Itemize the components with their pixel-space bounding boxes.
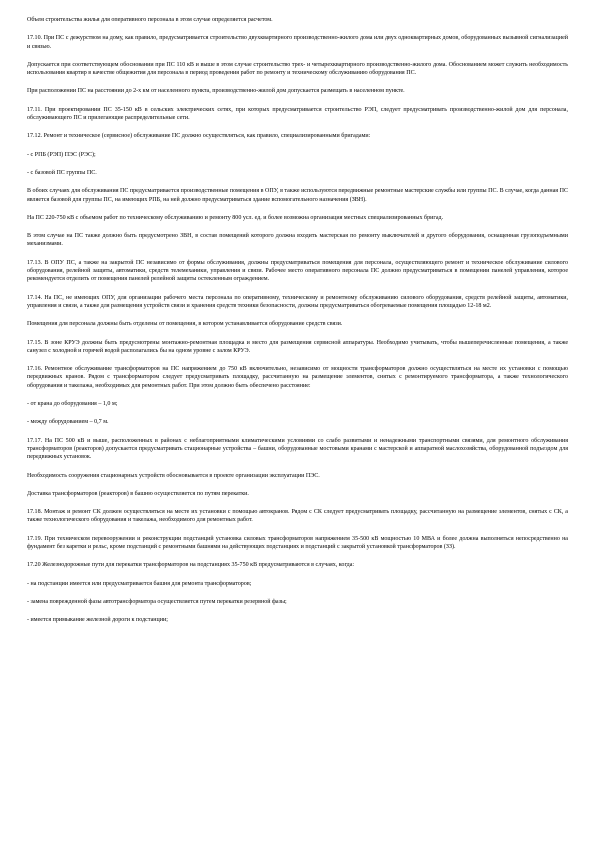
- section-17-16: 17.16. Ремонтное обслуживание трансформаторов на ПС напряжением до 750 кВ включительно, независимо от мощности трансформаторов должно осуществляться на месте их установки с помощью передвижных кранов. Рядом с трансформатором следует предусматривать площадку, рассчитанную на размещение элементов, снятых с ремонтируемого трансформатора, а также технологического оборудования и такелажа, необходимых для ремонтных работ. При этом должно быть обеспечено расстояние:: [27, 366, 568, 389]
- section-17-19: 17.19. При техническом перевооружении и реконструкции подстанций установка силовых трансформаторов напряжением 35-500 кВ мощностью 10 МВА и более должна выполняться непосредственно на фундамент без каретки и рельс, кроме подстанций с ремонтными башнями на действующих подстанциях и подстанций с закрытой установкой трансформаторов (ЗЗ).: [27, 535, 568, 550]
- paragraph: Объем строительства жилья для оперативного персонала в этом случае определяется расчетом.: [27, 17, 273, 23]
- section-17-10: 17.10. При ПС с дежурством на дому, как правило, предусматривается строительство двухквартирного производственно-жилого дома или двух одноквартирных домов, оборудованных вызывной сигнализацией и связью.: [27, 35, 568, 50]
- list-item: - с РПБ (РЭП) ПЭС (РЭС);: [27, 151, 96, 158]
- paragraph: При расположении ПС на расстоянии до 2-х км от населенного пункта, производственно-жилой дом допускается размещать в населенном пункте.: [27, 88, 405, 95]
- list-item: - с базовой ПС группы ПС.: [27, 169, 97, 176]
- section-17-11: 17.11. При проектировании ПС 35-150 кВ в сельских электрических сетях, при которых предусматривается строительство РЭП, следует предусматривать производственно-жилой дом для персонала, обслуживающего ПС и прилегающие распределительные сети.: [27, 106, 568, 122]
- section-17-18: 17.18. Монтаж и ремонт СК должен осуществляться на месте их установки с помощью автокранов. Рядом с СК следует предусматривать площадку, рассчитанную на размещение элементов, снятых с СК, а также технологического оборудования и такелажа, необходимого для ремонтных работ.: [27, 509, 568, 524]
- paragraph: В обоих случаях для обслуживания ПС предусматривается производственные помещения в ОПУ, в также используются передвижные ремонтные мастерские службы или группы ПС. В случае, когда данная ПС является базовой для группы ПС, на имеющих РПБ, на ней должно предусматриваться здание вспомогательного назначения (ЗВН).: [27, 188, 568, 203]
- paragraph: Допускается при соответствующем обосновании при ПС 110 кВ и выше в этом случае строительство трех- и четырехквартирного производственно-жилого дома. Обоснованием может служить необходимость использования квартир в качестве общежития для персонала в период проведения работ по ремонту и техническому обслуживанию оборудования ПС.: [27, 61, 568, 77]
- paragraph: Помещения для персонала должны быть отделены от помещения, в котором устанавливается оборудование средств связи.: [27, 321, 343, 328]
- list-item: - между оборудованием – 0,7 м.: [27, 419, 109, 426]
- paragraph: В этом случае на ПС также должно быть предусмотрено ЗВН, в состав помещений которого должна входить мастерская по ремонту выключателей и другого оборудования, оснащенная грузоподъемными механизмами.: [27, 233, 568, 248]
- list-item: - имеется примыкание железной дороги к подстанции;: [27, 617, 168, 624]
- section-17-20: 17.20 Железнодорожные пути для перекатки трансформаторов на подстанциях 35-750 кВ предусматриваются в случаях, когда:: [27, 562, 355, 569]
- section-17-15: 17.15. В зоне КРУЭ должны быть предусмотрены монтажно-ремонтная площадка и место для размещения сервисной аппаратуры. Необходимо учитывать, чтобы вышеперечисленные помещения, а также санузел с холодной и горячей водой располагались бы на одном уровне с залом КРУЭ.: [27, 339, 568, 354]
- list-item: - замена поврежденной фазы автотрансформатора осуществляется путем перекатки резервной фазы;: [27, 598, 287, 605]
- section-17-14: 17.14. На ПС, не имеющих ОПУ, для организации рабочего места персонала по оперативному, техническому и ремонтному обслуживанию силового оборудования, средств релейной защиты, автоматики, управления и связи, а также для размещения устройств связи и хранения средств техники безопасности, должны предусматриваться обогреваемые помещения площадью 12-18 м2.: [27, 294, 568, 309]
- section-17-17: 17.17. На ПС 500 кВ и выше, расположенных в районах с неблагоприятными климатическими условиями со слабо развитыми и ненадежными транспортными связями, для ремонтного обслуживания трансформаторов (реакторов) допускается предусматривать стационарные устройства – башни, оборудованные мостовыми кранами с мастерской и аппаратной маслохозяйства, оборудованной подъездом для передвижных установок.: [27, 437, 568, 461]
- section-17-12: 17.12. Ремонт и техническое (сервисное) обслуживание ПС должно осуществляться, как правило, специализированными бригадами:: [27, 133, 371, 140]
- paragraph: Доставка трансформаторов (реакторов) в башню осуществляется по путям перекатки.: [27, 490, 249, 497]
- list-item: - от крана до оборудования – 1,0 м;: [27, 401, 118, 408]
- list-item: - на подстанции имеется или предусматривается башня для ремонта трансформаторов;: [27, 580, 252, 587]
- paragraph: На ПС 220-750 кВ с объемом работ по техническому обслуживанию и ремонту 800 усл. ед. и более возможна организация местных специализированных бригад.: [27, 214, 444, 221]
- section-17-13: 17.13. В ОПУ ПС, а также на закрытой ПС независимо от формы обслуживания, должны предусматриваться помещения для персонала, осуществляющего ремонт и техническое обслуживание силового оборудования, релейной защиты, автоматики, средств телемеханики, управления и связи. Рабочее место оперативного персонала ПС должно предусматриваться в помещении панелей управления, которое рекомендуется отделить от помещения панелей релейной защиты остекленным ограждением.: [27, 259, 568, 283]
- paragraph: Необходимость сооружения стационарных устройств обосновывается в проекте организации эксплуатации ПЭС.: [27, 472, 320, 479]
